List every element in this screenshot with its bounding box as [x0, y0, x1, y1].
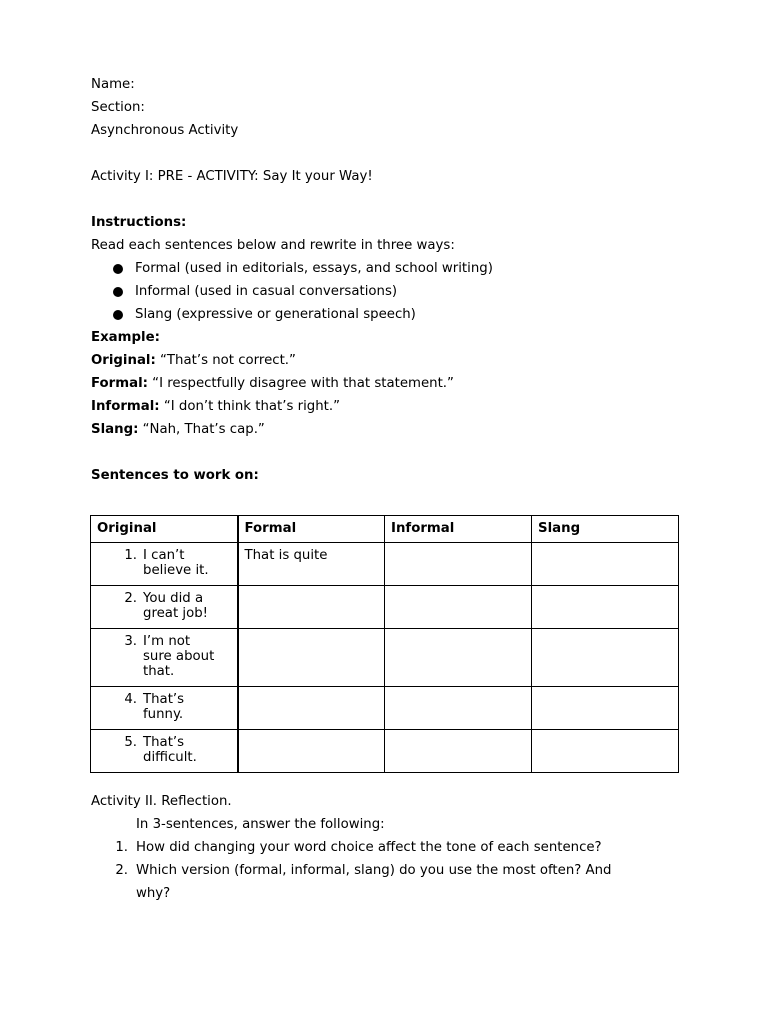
table-row [91, 730, 679, 773]
instructions-label: Instructions: [91, 215, 187, 230]
example-slang-text: “Nah, That’s cap.” [138, 422, 265, 437]
question-text: How did changing your word choice affect the tone of each sentence? [136, 840, 602, 855]
example-original [91, 351, 296, 371]
formal-cell[interactable] [238, 730, 385, 773]
bullet-text: Slang (expressive or generational speech) [135, 307, 416, 322]
formal-cell[interactable] [238, 687, 385, 730]
original-cell [91, 730, 238, 773]
slang-cell[interactable] [532, 543, 679, 586]
informal-cell[interactable] [385, 629, 532, 687]
header-original: Original [91, 516, 238, 543]
bullet-icon [113, 264, 123, 274]
slang-cell[interactable] [532, 586, 679, 629]
table-row [91, 586, 679, 629]
activity1-title: Activity I: PRE - ACTIVITY: Say It your Way! [91, 169, 373, 184]
formal-cell[interactable]: That is quite [238, 543, 385, 586]
name-label: Name: [91, 77, 135, 92]
example-informal-text: “I don’t think that’s right.” [159, 399, 340, 414]
original-text: I’m not sure about that. [143, 634, 215, 679]
bullet-text: Informal (used in casual conversations) [135, 284, 398, 299]
section-label: Section: [91, 100, 145, 115]
table-row [91, 687, 679, 730]
bullet-icon [113, 310, 123, 320]
row-number: 4. [124, 692, 137, 707]
activity-type: Asynchronous Activity [91, 123, 239, 138]
table-row [91, 629, 679, 687]
bullet-text: Formal (used in editorials, essays, and school writing) [135, 261, 493, 276]
question-number: 2. [115, 863, 128, 878]
example-original-text: “That’s not correct.” [155, 353, 296, 368]
example-original-label: Original: [91, 353, 156, 368]
example-formal [91, 374, 454, 394]
original-cell [91, 543, 238, 586]
row-number: 2. [124, 591, 137, 606]
informal-cell[interactable] [385, 586, 532, 629]
example-formal-label: Formal: [91, 376, 148, 391]
activity2-title: Activity II. Reflection. [91, 794, 232, 809]
formal-cell[interactable] [238, 586, 385, 629]
question-number: 1. [115, 840, 128, 855]
original-cell [91, 629, 238, 687]
original-cell [91, 687, 238, 730]
slang-cell[interactable] [532, 629, 679, 687]
original-text: I can’t believe it. [143, 548, 209, 578]
original-text: That’s difficult. [143, 735, 197, 765]
example-informal [91, 397, 340, 417]
bullet-icon [113, 287, 123, 297]
question-text-continued: why? [136, 886, 171, 901]
row-number: 1. [124, 548, 137, 563]
row-number: 5. [124, 735, 137, 750]
example-slang [91, 420, 265, 440]
example-slang-label: Slang: [91, 422, 139, 437]
formal-cell[interactable] [238, 629, 385, 687]
original-text: That’s funny. [143, 692, 185, 722]
slang-cell[interactable] [532, 730, 679, 773]
slang-cell[interactable] [532, 687, 679, 730]
example-label: Example: [91, 330, 160, 345]
header-informal: Informal [385, 516, 532, 543]
informal-cell[interactable] [385, 730, 532, 773]
informal-cell[interactable] [385, 543, 532, 586]
example-formal-text: “I respectfully disagree with that statement.” [147, 376, 454, 391]
original-cell [91, 586, 238, 629]
header-slang: Slang [532, 516, 679, 543]
question-text: Which version (formal, informal, slang) do you use the most often? And [136, 863, 612, 878]
sentences-table [90, 515, 679, 773]
sentences-label: Sentences to work on: [91, 468, 259, 483]
row-number: 3. [124, 634, 137, 649]
activity2-prompt: In 3-sentences, answer the following: [136, 817, 385, 832]
informal-cell[interactable] [385, 687, 532, 730]
table-header-row [91, 516, 679, 543]
example-informal-label: Informal: [91, 399, 160, 414]
header-formal: Formal [238, 516, 385, 543]
original-text: You did a great job! [143, 591, 208, 621]
table-row [91, 543, 679, 586]
instructions-text: Read each sentences below and rewrite in three ways: [91, 238, 455, 253]
